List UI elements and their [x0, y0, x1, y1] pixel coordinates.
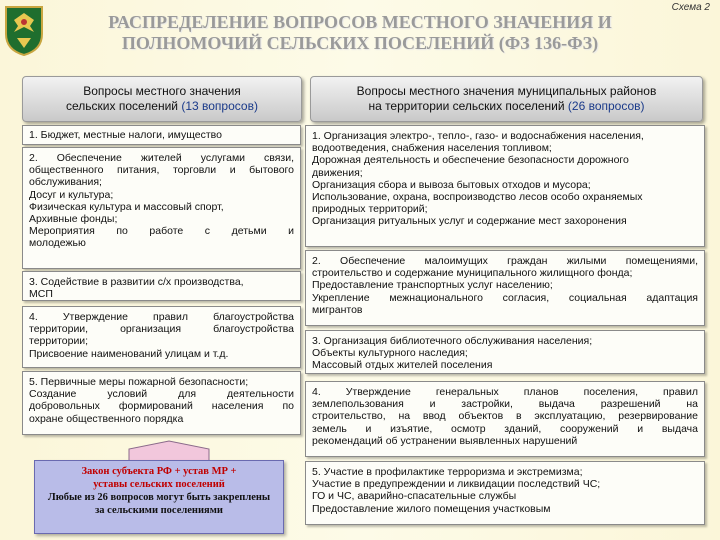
left-item-3 — [22, 271, 301, 301]
law-box — [34, 460, 284, 534]
left-item-4-line: территории; — [29, 335, 89, 348]
law-box-line-3: Любые из 26 вопросов могут быть закреплены — [47, 492, 271, 503]
left-item-4 — [22, 306, 301, 368]
right-item-4-line: 4. Утверждение генеральных планов поселения, правил — [312, 386, 698, 398]
right-item-2-line: строительство и содержание муниципального жилищного фонда; — [312, 267, 633, 280]
left-item-5-line: Создание условий для деятельности — [29, 388, 294, 401]
law-box-line-4: за сельскими поселениями — [95, 505, 223, 516]
right-item-3-line: Массовый отдых жителей поселения — [312, 359, 493, 372]
left-item-5-line: добровольных формирований населения по — [29, 400, 294, 413]
right-item-1-line: 1. Организация электро-, тепло-, газо- и водоснабжения населения, — [312, 130, 644, 142]
right-item-2-line: мигрантов — [312, 303, 363, 316]
right-item-5-line: Предоставление жилого помещения участковым — [312, 502, 551, 515]
right-item-1-line: движения; — [312, 166, 363, 179]
right-header-line-1: Вопросы местного значения муниципальных районов — [356, 84, 657, 98]
left-item-5 — [22, 371, 301, 435]
right-header-line-2: на территории сельских поселений — [368, 99, 568, 113]
left-item-2-line: Архивные фонды; — [29, 213, 118, 226]
right-item-1-line: Организация сбора и вывоза бытовых отходов и мусора; — [312, 178, 591, 191]
left-item-4-line: 4. Утверждение правил благоустройства — [29, 311, 294, 323]
left-item-2-line: Досуг и культура; — [29, 188, 114, 201]
right-item-1-line: Дорожная деятельность и обеспечение безопасности дорожного — [312, 154, 629, 167]
left-item-5-line: 5. Первичные меры пожарной безопасности; — [29, 376, 249, 388]
up-arrow-icon — [128, 440, 210, 462]
right-item-5-line: ГО и ЧС, аварийно-спасательные службы — [312, 490, 517, 503]
right-item-3-line: Объекты культурного наследия; — [312, 347, 468, 360]
right-item-4-line: строительство, на ввод объектов в эксплуатацию, резервирование — [312, 410, 698, 423]
left-item-2-line: 2. Обеспечение жителей услугами связи, — [29, 152, 294, 164]
right-item-5-line: Участие в предупреждении и ликвидации последствий ЧС; — [312, 478, 601, 491]
right-header-count: (26 вопросов) — [567, 99, 645, 113]
right-item-2-line: Укрепление межнационального согласия, социальная адаптация — [312, 291, 698, 304]
left-item-2-line: общественного питания, торговли и бытового — [29, 164, 294, 177]
right-column-header — [310, 76, 703, 122]
left-item-2 — [22, 147, 301, 269]
right-item-4-line: земель и изъятие, осмотр зданий, сооружений и выдача — [312, 422, 698, 435]
right-item-1-line: водоотведения, снабжения населения топливом; — [312, 142, 552, 155]
page-title — [50, 12, 670, 54]
scheme-label: Схема 2 — [671, 2, 710, 13]
right-item-1-line: Организация ритуальных услуг и содержание мест захоронения — [312, 215, 627, 228]
left-item-2-line: обслуживания; — [29, 176, 102, 189]
left-header-count: (13 вопросов) — [181, 99, 258, 113]
title-line-1: РАСПРЕДЕЛЕНИЕ ВОПРОСОВ МЕСТНОГО ЗНАЧЕНИЯ И — [108, 12, 612, 32]
left-item-4-line: территории, организация благоустройства — [29, 323, 294, 336]
left-item-2-line: молодежью — [29, 237, 86, 250]
left-header-line-1: Вопросы местного значения — [83, 84, 241, 98]
left-item-2-line: Физическая культура и массовый спорт, — [29, 200, 224, 213]
left-item-5-line: охране общественного порядка — [29, 412, 184, 425]
left-column-header — [22, 76, 302, 122]
right-item-3 — [305, 330, 705, 374]
left-header-line-2: сельских поселений — [66, 99, 182, 113]
right-item-2-line: 2. Обеспечение малоимущих граждан жилыми помещениями, — [312, 255, 698, 267]
law-box-line-2: уставы сельских поселений — [93, 479, 225, 490]
right-item-4-line: землепользования и застройки, выдача разрешений на — [312, 398, 698, 411]
title-line-2: ПОЛНОМОЧИЙ СЕЛЬСКИХ ПОСЕЛЕНИЙ (ФЗ 136-ФЗ) — [121, 33, 599, 53]
right-item-5 — [305, 461, 705, 525]
right-item-4 — [305, 381, 705, 457]
left-item-3-line: 3. Содействие в развитии с/х производства, — [29, 276, 244, 288]
right-item-4-line: рекомендаций об устранении выявленных нарушений — [312, 434, 578, 447]
left-item-1-line: 1. Бюджет, местные налоги, имущество — [29, 129, 222, 141]
law-box-line-1: Закон субъекта РФ + устав МР + — [81, 466, 237, 477]
right-item-2-line: Предоставление транспортных услуг населению; — [312, 279, 553, 292]
right-item-1-line: природных территорий; — [312, 203, 428, 216]
coat-of-arms-icon — [3, 4, 45, 56]
right-item-1-line: Использование, охрана, воспроизводство лесов особо охраняемых — [312, 191, 643, 204]
right-item-1 — [305, 125, 705, 247]
left-item-4-line: Присвоение наименований улицам и т.д. — [29, 347, 229, 360]
left-item-2-line: Мероприятия по работе с детьми и — [29, 225, 294, 238]
right-item-3-line: 3. Организация библиотечного обслуживания населения; — [312, 335, 593, 347]
right-item-5-line: 5. Участие в профилактике терроризма и экстремизма; — [312, 466, 583, 478]
left-item-3-line: МСП — [29, 288, 53, 301]
left-item-1 — [22, 125, 301, 145]
right-item-2 — [305, 250, 705, 326]
